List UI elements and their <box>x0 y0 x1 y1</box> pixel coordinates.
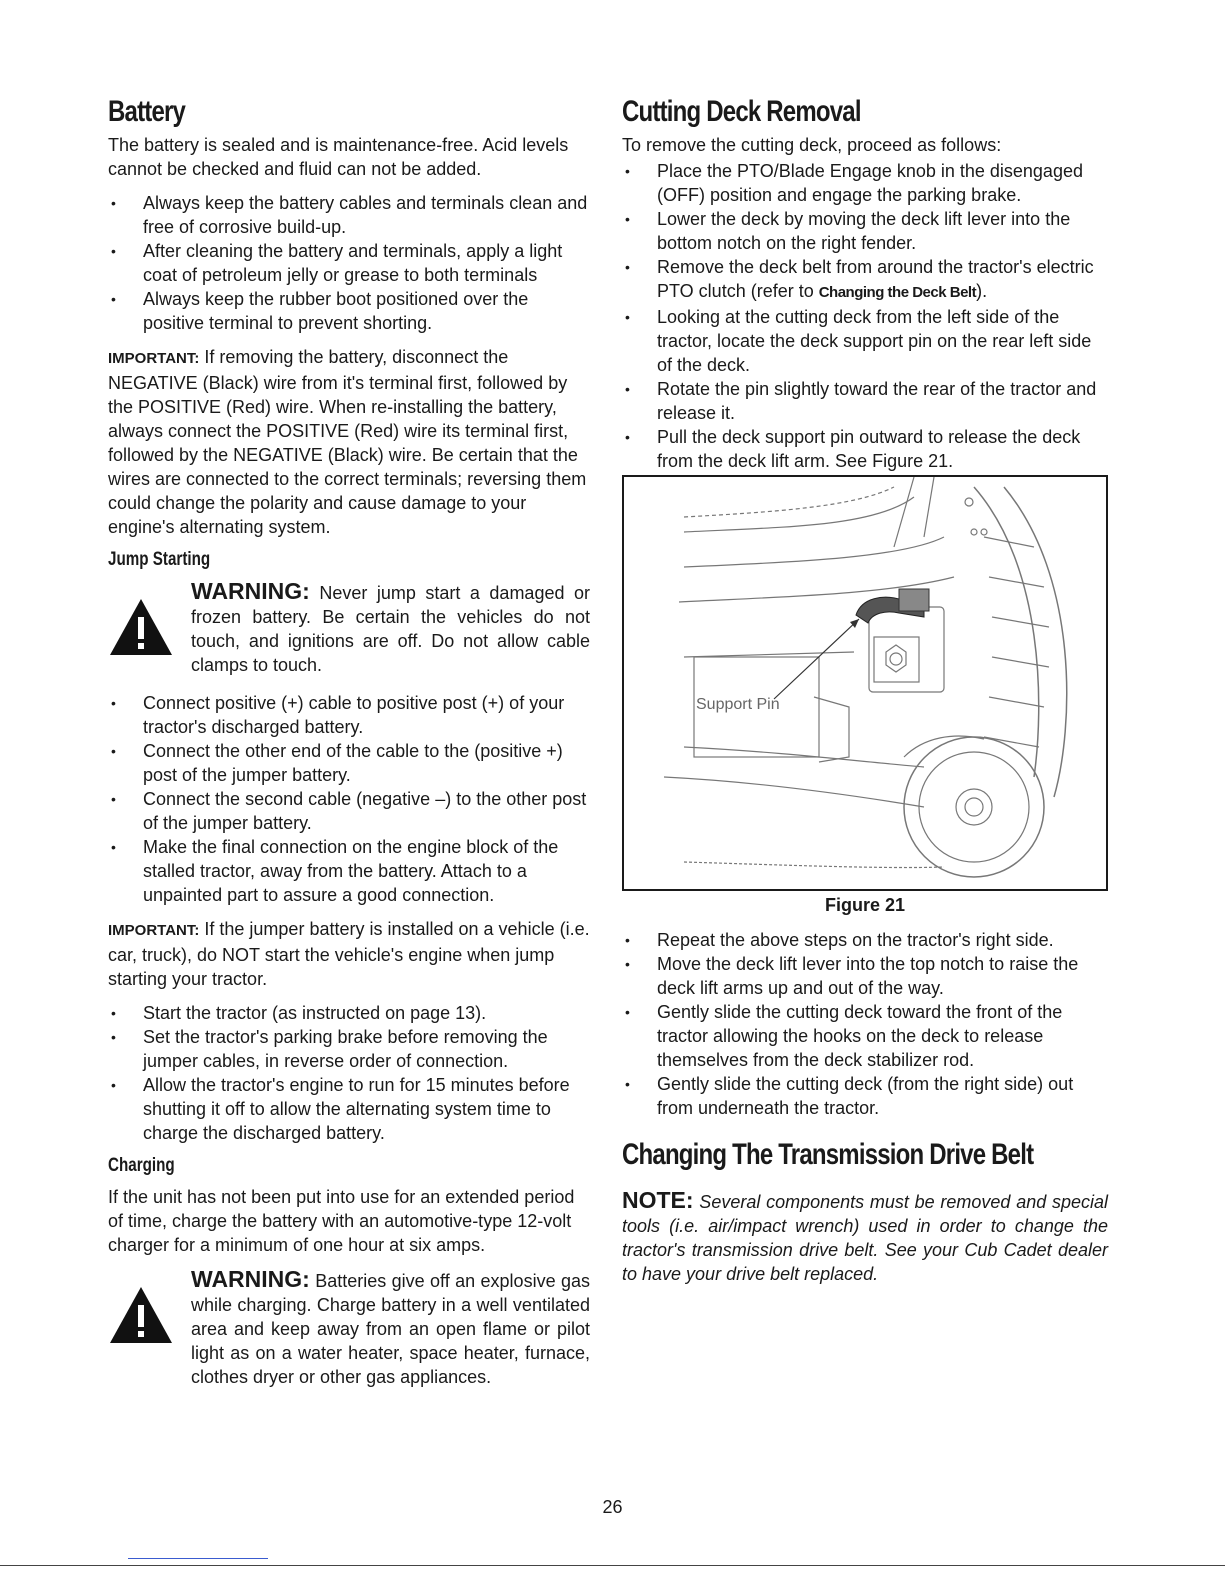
list-item: • Repeat the above steps on the tractor's right side. <box>622 928 1108 952</box>
bottom-link-underline <box>128 1558 268 1559</box>
figure-21-box <box>622 475 1108 891</box>
support-pin-illustration <box>624 477 1106 885</box>
battery-intro: The battery is sealed and is maintenance-free. Acid levels cannot be checked and fluid can not be added. <box>108 135 569 179</box>
note-text: Several components must be removed and special tools (i.e. air/impact wrench) used in order to change the tractor's transmission drive belt. See your Cub Cadet dealer to have your drive belt replaced. <box>622 1192 1108 1284</box>
right-column <box>622 95 1108 1296</box>
warning-text: Batteries give off an explosive gas while charging. Charge battery in a well ventilated area and keep away from an open flame or pilot light as on a water heater, space heater, furnace, clothes dryer or other gas appliances. <box>191 1271 590 1387</box>
list-item: • Set the tractor's parking brake before removing the jumper cables, in reverse order of connection. <box>108 1025 590 1073</box>
important-label: IMPORTANT: <box>108 922 200 939</box>
list-item: • Remove the deck belt from around the tractor's electric PTO clutch (refer to Changing the Deck Belt). <box>622 255 1108 305</box>
deck-removal-heading: Cutting Deck Removal <box>622 95 861 128</box>
list-item: • Move the deck lift lever into the top notch to raise the deck lift arms up and out of the way. <box>622 952 1108 1000</box>
support-pin-label: Support Pin <box>696 696 780 713</box>
bottom-rule <box>0 1565 1225 1566</box>
warning-jump-start <box>108 579 590 677</box>
list-item: • Place the PTO/Blade Engage knob in the disengaged (OFF) position and engage the parking brake. <box>622 159 1108 207</box>
warning-title: WARNING: <box>191 578 310 604</box>
list-item: • Start the tractor (as instructed on page 13). <box>108 1001 590 1025</box>
left-column <box>108 95 590 1403</box>
warning-charging <box>108 1267 590 1389</box>
warning-title: WARNING: <box>191 1266 310 1292</box>
deck-intro: To remove the cutting deck, proceed as follows: <box>622 135 1002 155</box>
important-jumper-vehicle <box>108 917 590 991</box>
jump-bullet-list <box>108 691 590 907</box>
start-bullet-list <box>108 1001 590 1145</box>
list-item: • Allow the tractor's engine to run for 15 minutes before shutting it off to allow the alternating system time to charge the discharged battery. <box>108 1073 590 1145</box>
list-item: • Connect positive (+) cable to positive post (+) of your tractor's discharged battery. <box>108 691 590 739</box>
warning-triangle-icon <box>108 1285 174 1345</box>
page-number: 26 <box>602 1497 623 1517</box>
battery-bullet-list <box>108 191 590 335</box>
figure-caption: Figure 21 <box>824 895 906 915</box>
list-item: • Rotate the pin slightly toward the rear of the tractor and release it. <box>622 377 1108 425</box>
important-battery-removal <box>108 345 590 539</box>
list-item: • Looking at the cutting deck from the left side of the tractor, locate the deck support pin on the rear left side of the deck. <box>622 305 1108 377</box>
important-text: If removing the battery, disconnect the NEGATIVE (Black) wire from it's terminal first, followed by the POSITIVE (Red) wire. When re-installing the battery, always connect the POSITIVE (Red) wire its terminal first, followed by the NEGATIVE (Black) wire. Be certain that the wires are connected to the correct terminals; reversing them could change the polarity and cause damage to your engine's alternating system. <box>108 347 587 537</box>
warning-text: Never jump start a damaged or frozen battery. Be certain the vehicles do not touch, and ignitions are off. Do not allow cable clamps to touch. <box>191 583 590 675</box>
charging-heading: Charging <box>108 1155 175 1176</box>
list-item: • Connect the other end of the cable to the (positive +) post of the jumper battery. <box>108 739 590 787</box>
warning-triangle-icon <box>108 597 174 657</box>
jump-starting-heading: Jump Starting <box>108 549 211 570</box>
note-paragraph <box>622 1188 1108 1286</box>
important-text: If the jumper battery is installed on a vehicle (i.e. car, truck), do NOT start the vehicle's engine when jump starting your tractor. <box>108 919 590 989</box>
list-item: • Gently slide the cutting deck toward the front of the tractor allowing the hooks on the deck to release themselves from the deck stabilizer rod. <box>622 1000 1108 1072</box>
cross-reference: Changing the Deck Belt <box>818 284 977 301</box>
list-item: • After cleaning the battery and terminals, apply a light coat of petroleum jelly or grease to both terminals <box>108 239 590 287</box>
transmission-belt-heading: Changing The Transmission Drive Belt <box>622 1138 1034 1171</box>
list-item: • Always keep the battery cables and terminals clean and free of corrosive build-up. <box>108 191 590 239</box>
charging-text: If the unit has not been put into use for an extended period of time, charge the battery with an automotive-type 12-volt charger for a minimum of one hour at six amps. <box>108 1187 575 1255</box>
note-title: NOTE: <box>622 1187 694 1213</box>
important-label: IMPORTANT: <box>108 350 200 367</box>
deck-bullet-list <box>622 159 1108 473</box>
after-bullet-list <box>622 928 1108 1120</box>
list-item: • Connect the second cable (negative –) to the other post of the jumper battery. <box>108 787 590 835</box>
list-item: • Make the final connection on the engine block of the stalled tractor, away from the battery. Attach to a unpainted part to assure a good connection. <box>108 835 590 907</box>
list-item: • Lower the deck by moving the deck lift lever into the bottom notch on the right fender. <box>622 207 1108 255</box>
list-item: • Pull the deck support pin outward to release the deck from the deck lift arm. See Figure 21. <box>622 425 1108 473</box>
list-item: • Always keep the rubber boot positioned over the positive terminal to prevent shorting. <box>108 287 590 335</box>
list-item: • Gently slide the cutting deck (from the right side) out from underneath the tractor. <box>622 1072 1108 1120</box>
battery-heading: Battery <box>108 95 186 128</box>
